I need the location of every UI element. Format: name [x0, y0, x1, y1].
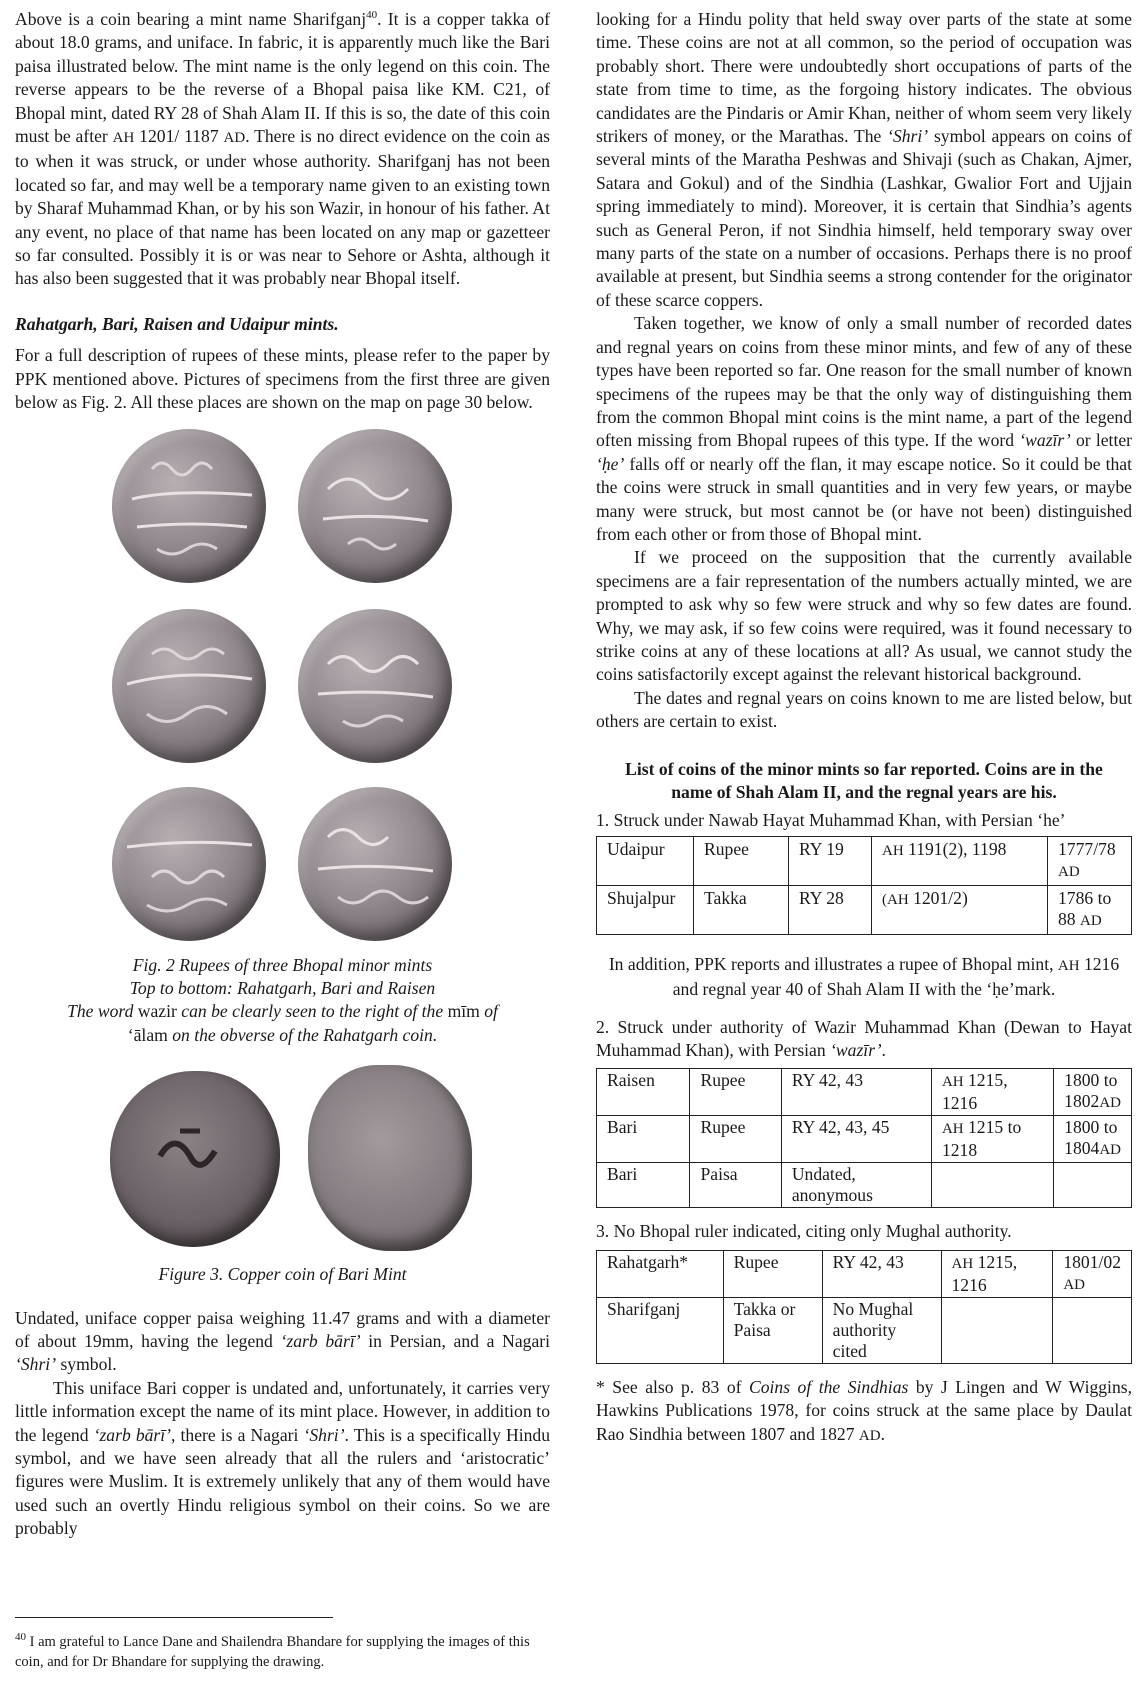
footnote — [15, 1632, 550, 1672]
table-cell — [1053, 1297, 1132, 1363]
section-3-heading: 3. No Bhopal ruler indicated, citing only Mughal authority. — [596, 1221, 1012, 1242]
cell-text: Takka or Paisa — [733, 1298, 796, 1340]
cell-text: Rahatgarh* — [607, 1251, 689, 1272]
table-cell — [781, 1116, 931, 1163]
text-run: ‘ḥe’ — [596, 453, 625, 474]
text-run: Taken together, we know of only a small number of recorded dates and regnal years on coins from these minor mints, and few of any of these types have been reported so far. One reason for the small number of known specimens of the rupees may be that the only way of distinguishing them from the common Bhopal mint coins is the mint name, a part of the legend often missing from Bhopal rupees of this type. If the word — [596, 313, 1132, 451]
cell-text: 1800 to 1802 — [1064, 1070, 1118, 1112]
raisen-reverse-coin-image — [298, 787, 452, 941]
text-run: 1201/ 1187 — [134, 126, 224, 147]
table-cell — [789, 885, 872, 934]
text-run: of — [479, 1001, 498, 1022]
paragraph-rupees: For a full description of rupees of these mints, please refer to the paper by PPK mentioned above. Pictures of specimens from the first three are given below as Fig. 2. All these places are shown on the map on page 30 below. — [15, 345, 550, 413]
footnote-text: I am grateful to Lance Dane and Shailendra Bhandare for supplying the images of this coin, and for Dr Bhandare for supplying the drawing. — [15, 1634, 530, 1670]
text-run: ‘Shri’ — [15, 1354, 57, 1375]
cell-text: Rupee — [700, 1070, 746, 1091]
text-run: Undated, uniface copper paisa weighing 11.47 grams and with a diameter of about 19mm, having the legend — [15, 1307, 550, 1351]
table-cell — [1048, 836, 1132, 885]
cell-text: 1201/2) — [908, 887, 968, 908]
text-run: mīm — [447, 1001, 480, 1022]
table-cell — [690, 1069, 781, 1116]
figure-2-coins — [15, 429, 550, 954]
table-cell — [694, 885, 789, 934]
cell-text: 1215, 1216 — [951, 1251, 1018, 1295]
era-label: AH — [882, 842, 904, 859]
table-cell — [597, 1116, 690, 1163]
text-run: . This is a specifically Hindu symbol, and we have seen already that all the rulers and ‘aristocratic’ figures were Muslim. It is extremely unlikely that any of them would have used such an overtly Hindu religious symbol on their coins. So we are probably — [15, 1424, 551, 1539]
text-run: by J Lingen and W Wiggins, Hawkins Publications 1978, for coins struck at the same place by Daulat Rao Sindhia between 1807 and 1827 — [596, 1376, 1132, 1444]
cell-text: 1786 to 88 — [1058, 887, 1112, 929]
table-cell — [597, 836, 694, 885]
table-cell — [941, 1297, 1053, 1363]
cell-text: Rupee — [704, 838, 749, 859]
figure-3-caption: Figure 3. Copper coin of Bari Mint — [158, 1264, 407, 1285]
text-run: * See also p. 83 of — [596, 1376, 749, 1397]
text-run: In addition, PPK reports and illustrates a rupee of Bhopal mint, — [608, 953, 1058, 974]
text-run: This uniface Bari copper is undated and, unfortunately, it carries very little information except the name of its mint place. However, in addition to the legend — [15, 1377, 550, 1445]
text-run: ‘ālam — [127, 1024, 168, 1045]
text-run: ‘zarb bārī’ — [280, 1330, 361, 1351]
cell-text: Bari — [607, 1164, 638, 1185]
text-run: 2. Struck under authority of Wazir Muhammad Khan (Dewan to Hayat Muhammad Khan), with Persian — [596, 1016, 1132, 1061]
table-cell — [781, 1069, 931, 1116]
table-cell — [1048, 885, 1132, 934]
text-run: in Persian, and a Nagari — [360, 1330, 550, 1351]
text-run: . — [881, 1040, 886, 1061]
table-cell — [690, 1116, 781, 1163]
footnote-number: 40 — [15, 1631, 26, 1644]
cell-text: RY 42, 43 — [791, 1070, 864, 1091]
caption-line — [15, 1000, 550, 1023]
text-run: ‘Shri’ — [887, 126, 929, 147]
table-cell — [1053, 1250, 1132, 1297]
era-label: AD — [223, 130, 246, 147]
cell-text: 1215 to 1218 — [941, 1117, 1022, 1161]
table-cell — [941, 1250, 1053, 1297]
bari-copper-obverse-coin-image — [110, 1071, 280, 1247]
table-cell — [931, 1069, 1053, 1116]
table-cell — [1054, 1163, 1132, 1208]
era-label: AH — [112, 130, 135, 147]
text-run: symbol appears on coins of several mints of the Maratha Peshwas and Shivaji (such as Chakan, Ajmer, Satara and Gokul) and of the Sindhia (Lashkar, Gwalior Fort and Ujjain spring immediately to mind). Moreover, it is certain that Sindhia’s agents such as General Peron, if not Sindhia himself, held temporary sway over many parts of the state on a number of occasions. Perhaps there is no proof available at present, but Sindhia seems a strong contender for the originator of these scarce coppers. — [596, 126, 1132, 310]
paragraph-bari-copper — [15, 1377, 550, 1541]
era-label: AD — [858, 1427, 881, 1444]
paragraph-dates-listed: The dates and regnal years on coins known to me are listed below, but others are certain to exist. — [596, 687, 1132, 732]
table-cell — [1054, 1116, 1132, 1163]
cell-text: 1191(2), 1198 — [903, 838, 1007, 859]
cell-text: Bari — [607, 1117, 638, 1138]
text-run: . There is no direct evidence on the coin as to when it was struck, or under whose authority. Sharifganj has not been located so far, and may well be a temporary name given to an existing town by Sharaf Muhammad Khan, or by his son Wazir, in honour of his father. At any event, no place of that name has been located on any map or gazetteer so far consulted. Possibly it is or was near to Sehore or Ashta, although it has also been suggested that it was probably near Bhopal itself. — [15, 126, 550, 289]
table-cell — [1054, 1069, 1132, 1116]
table-row — [597, 885, 1132, 934]
table-cell — [789, 836, 872, 885]
text-run: . — [880, 1423, 885, 1444]
figure-2-caption — [15, 954, 550, 1048]
cell-text: RY 42, 43, 45 — [791, 1117, 890, 1138]
caption-line: Fig. 2 Rupees of three Bhopal minor mints — [132, 954, 433, 975]
table-cell — [694, 836, 789, 885]
rahatgarh-obverse-coin-image — [112, 429, 266, 583]
figure-3-coins — [15, 1057, 550, 1262]
table-row — [597, 836, 1132, 885]
text-run: ‘wazīr’ — [830, 1040, 882, 1061]
bari-copper-reverse-coin-image — [308, 1065, 472, 1251]
text-run: 1216 and regnal year 40 of Shah Alam II with the ‘ḥe’mark. — [672, 953, 1120, 1000]
table-cell — [723, 1297, 822, 1363]
table-cell — [597, 1250, 724, 1297]
left-column — [15, 8, 550, 1541]
table-row — [597, 1297, 1132, 1363]
text-run: The word — [67, 1001, 138, 1022]
bari-obverse-coin-image — [112, 609, 266, 763]
text-run: falls off or nearly off the flan, it may escape notice. So it could be that the coins were struck in small quantities and in very few years, or maybe many were struck, but most cannot be (or have not been) distinguished from each other or from those of Bhopal mint. — [596, 453, 1132, 544]
cell-text: RY 19 — [799, 838, 844, 859]
era-label: AD — [1080, 912, 1102, 929]
text-run: Coins of the Sindhias — [748, 1376, 909, 1397]
paragraph-addition — [596, 953, 1132, 1002]
table-row — [597, 1116, 1132, 1163]
section-2-heading — [596, 1016, 1132, 1063]
text-run: ‘zarb bārī’ — [93, 1424, 172, 1445]
cell-text: RY 28 — [799, 887, 844, 908]
table-cell — [822, 1297, 941, 1363]
text-run: Above is a coin bearing a mint name Sharifganj — [15, 9, 367, 29]
table-section-3 — [596, 1250, 1132, 1364]
table-row — [597, 1069, 1132, 1116]
cell-text: Rupee — [700, 1117, 746, 1138]
cell-text: Rupee — [733, 1251, 779, 1272]
text-run: ‘wazīr’ — [1019, 430, 1071, 451]
text-run: ‘Shri’ — [303, 1424, 345, 1445]
text-run: looking for a Hindu polity that held sway over parts of the state at some time. These coins are not at all common, so the period of occupation was probably short. There were undoubtedly short occupations of parts of the state from time to time, as the forgoing history indicates. The obvious candidates are the Pindaris or Amir Khan, neither of whom seem very likely strikers of money, or the Marathas. The — [596, 9, 1132, 147]
cell-text: 1215, 1216 — [941, 1070, 1008, 1114]
paragraph-supposition: If we proceed on the supposition that the currently available specimens are a fair representation of the numbers actually minted, we are prompted to ask why so few were struck and why so few dates are found. Why, we may ask, if so few coins were required, was it found necessary to strike coins at any of these locations at all? As usual, we cannot study the coins satisfactorily except against the relevant historical background. — [596, 547, 1132, 685]
table-cell — [822, 1250, 941, 1297]
table-cell — [597, 1069, 690, 1116]
paragraph-paisa — [15, 1307, 550, 1377]
era-label: AH — [951, 1255, 974, 1272]
text-run: or letter — [1070, 430, 1132, 451]
raisen-obverse-coin-image — [112, 787, 266, 941]
section-1-heading: 1. Struck under Nawab Hayat Muhammad Khan, with Persian ‘he’ — [596, 810, 1066, 831]
table-cell — [723, 1250, 822, 1297]
text-run: on the obverse of the Rahatgarh coin. — [167, 1024, 438, 1045]
footnote-divider — [15, 1617, 333, 1618]
table-cell — [931, 1163, 1053, 1208]
cell-text: RY 42, 43 — [832, 1251, 904, 1272]
table-cell — [872, 836, 1048, 885]
table-cell — [597, 1163, 690, 1208]
table-row — [597, 1250, 1132, 1297]
table-section-2 — [596, 1068, 1132, 1208]
cell-text: Raisen — [607, 1070, 655, 1091]
caption-line — [15, 1024, 550, 1047]
table-cell — [597, 1297, 724, 1363]
text-run: , there is a Nagari — [171, 1424, 304, 1445]
era-label: AH — [941, 1121, 964, 1138]
text-run: wazir — [137, 1001, 177, 1022]
text-run: . It is a copper takka of about 18.0 grams, and uniface. In fabric, it is apparently much like the Bari paisa illustrated below. The mint name is the only legend on this coin. The reverse appears to be the reverse of a Bhopal paisa like KM. C21, of Bhopal mint, dated RY 28 of Shah Alam II. If this is so, the date of this coin must be after — [15, 9, 551, 147]
era-label: AH — [941, 1074, 964, 1091]
era-label: AD — [1099, 1095, 1121, 1112]
table-cell — [872, 885, 1048, 934]
list-title: List of coins of the minor mints so far reported. Coins are in the name of Shah Alam II, and the regnal years are his. — [625, 758, 1103, 802]
cell-text: Shujalpur — [607, 887, 676, 908]
table-section-1 — [596, 836, 1132, 935]
paragraph-hindu-polity — [596, 8, 1132, 312]
table-note — [596, 1376, 1132, 1448]
table-cell — [597, 885, 694, 934]
table-cell — [690, 1163, 781, 1208]
cell-text: Paisa — [700, 1164, 738, 1185]
cell-text: 1800 to 1804 — [1064, 1117, 1118, 1159]
table-cell — [931, 1116, 1053, 1163]
rahatgarh-reverse-coin-image — [298, 429, 452, 583]
era-label: AH — [1057, 957, 1080, 974]
table-row — [597, 1163, 1132, 1208]
caption-line: Top to bottom: Rahatgarh, Bari and Raisen — [129, 977, 436, 998]
era-label: AD — [1063, 1276, 1085, 1293]
bari-reverse-coin-image — [298, 609, 452, 763]
era-label: AD — [1058, 863, 1080, 880]
footnote-marker: 40 — [366, 9, 378, 22]
text-run: can be clearly seen to the right of the — [176, 1001, 448, 1022]
paragraph-taken-together — [596, 312, 1132, 546]
cell-text: Takka — [704, 887, 747, 908]
era-label: (AH — [882, 891, 909, 908]
text-run: symbol. — [56, 1354, 117, 1375]
era-label: AD — [1099, 1142, 1121, 1159]
cell-text: No Mughal authority cited — [832, 1298, 914, 1361]
table-cell — [781, 1163, 931, 1208]
cell-text: 1777/78 — [1058, 838, 1116, 859]
section-title: Rahatgarh, Bari, Raisen and Udaipur mints. — [15, 313, 339, 334]
cell-text: Undated, anonymous — [791, 1164, 873, 1206]
cell-text: Udaipur — [607, 838, 665, 859]
cell-text: 1801/02 — [1063, 1251, 1121, 1272]
cell-text: Sharifganj — [607, 1298, 681, 1319]
right-column — [596, 8, 1132, 1448]
paragraph-sharifganj — [15, 8, 550, 291]
